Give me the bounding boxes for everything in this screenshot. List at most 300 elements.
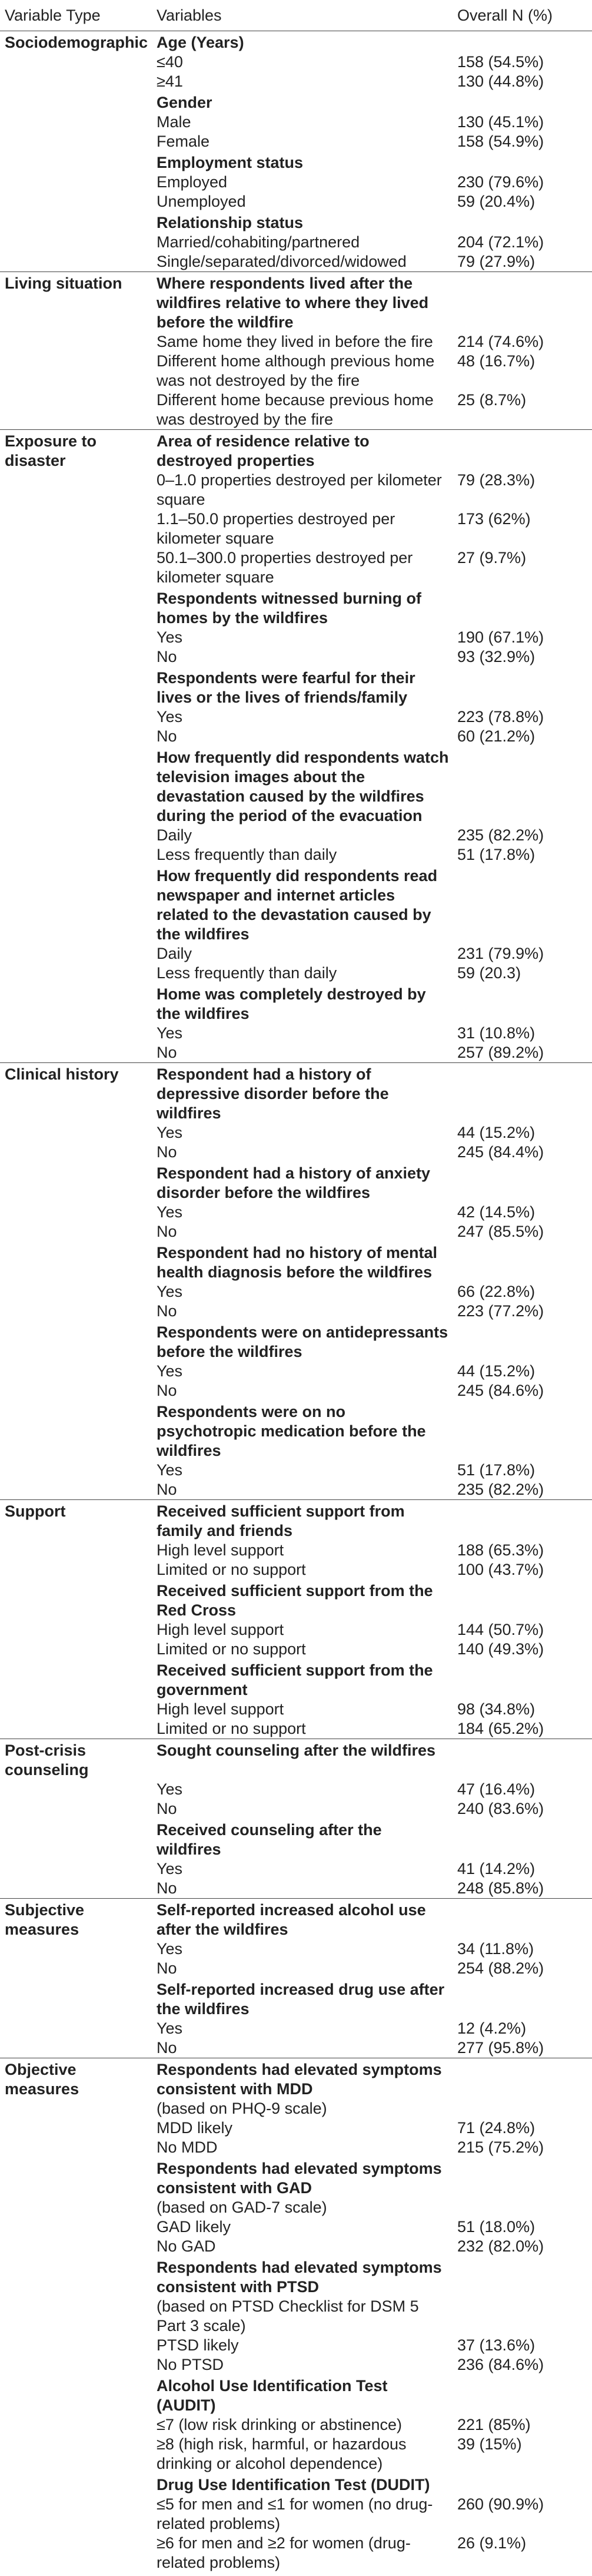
variable-heading-row: [0, 91, 592, 112]
variable-heading: Respondent had a history of anxiety disorder before the wildfires: [157, 1164, 431, 1202]
response-category: 50.1–300.0 properties destroyed per kilometer square: [157, 549, 413, 587]
count-percent: 204 (72.1%): [457, 233, 544, 251]
empty-cell: [453, 865, 592, 944]
table-row: [0, 1560, 592, 1580]
empty-cell: [0, 72, 152, 91]
count-percent: 98 (34.8%): [457, 1700, 536, 1719]
response-category: No: [157, 727, 177, 746]
variable-heading: Received counseling after the wildfires: [157, 1821, 382, 1859]
response-category: High level support: [157, 1541, 284, 1559]
count-percent: 140 (49.3%): [457, 1640, 544, 1658]
table-row: [0, 628, 592, 647]
header-row: [0, 0, 592, 31]
count-percent: 231 (79.9%): [457, 945, 544, 963]
variable-heading: Respondents were fearful for their lives or the lives of friends/family: [157, 669, 415, 707]
scale-note: (based on PHQ-9 scale): [157, 2100, 327, 2118]
response-category: Yes: [157, 1024, 183, 1042]
empty-cell: [0, 2415, 152, 2435]
empty-cell: [453, 667, 592, 707]
table-row: [0, 1939, 592, 1959]
response-category: No: [157, 1223, 177, 1241]
response-category: Yes: [157, 1780, 183, 1799]
variable-type-label: Sociodemographic: [0, 31, 152, 53]
response-category: PTSD likely: [157, 2336, 239, 2355]
count-percent: 144 (50.7%): [457, 1621, 544, 1639]
response-category: Yes: [157, 708, 183, 726]
variable-heading: Respondents had elevated symptoms consistent with PTSD: [157, 2259, 442, 2296]
count-percent: 41 (14.2%): [457, 1860, 536, 1878]
variable-note-row: [0, 2297, 592, 2336]
empty-cell: [453, 1819, 592, 1859]
variable-heading-row: [0, 1659, 592, 1700]
count-percent: 100 (43.7%): [457, 1561, 544, 1579]
table-row: [0, 707, 592, 727]
count-percent: 223 (77.2%): [457, 1302, 544, 1320]
count-percent: 223 (78.8%): [457, 708, 544, 726]
table-row: [0, 2336, 592, 2355]
table-row: [0, 1879, 592, 1899]
empty-cell: [453, 1162, 592, 1203]
response-category: 1.1–50.0 properties destroyed per kilometer square: [157, 510, 395, 548]
response-category: Same home they lived in before the fire: [157, 333, 433, 351]
count-percent: 130 (44.8%): [457, 72, 544, 91]
empty-cell: [0, 112, 152, 132]
empty-cell: [0, 1362, 152, 1381]
response-category: Different home although previous home was not destroyed by the fire: [157, 352, 435, 390]
empty-cell: [0, 667, 152, 707]
empty-cell: [0, 2198, 152, 2217]
empty-cell: [0, 2297, 152, 2336]
empty-cell: [453, 31, 592, 53]
variable-heading: Received sufficient support from the government: [157, 1661, 433, 1699]
variable-type-label: Living situation: [0, 272, 152, 333]
table-row: [0, 2118, 592, 2138]
response-category: Single/separated/divorced/widowed: [157, 253, 407, 271]
empty-cell: [0, 1541, 152, 1560]
empty-cell: [0, 1978, 152, 2019]
table-row: [0, 233, 592, 252]
response-category: Yes: [157, 1860, 183, 1878]
empty-cell: [453, 1063, 592, 1124]
variable-heading: Drug Use Identification Test (DUDIT): [157, 2476, 430, 2494]
variable-heading: Received sufficient support from the Red Cross: [157, 1582, 433, 1620]
count-percent: 236 (84.6%): [457, 2356, 544, 2374]
empty-cell: [0, 1959, 152, 1978]
empty-cell: [453, 1241, 592, 1282]
empty-cell: [453, 430, 592, 471]
response-category: ≤40: [157, 53, 183, 71]
response-category: Limited or no support: [157, 1720, 306, 1738]
variable-heading-row: [0, 746, 592, 826]
response-category: Daily: [157, 945, 192, 963]
response-category: Yes: [157, 1124, 183, 1142]
count-percent: 44 (15.2%): [457, 1362, 536, 1380]
empty-cell: [0, 2474, 152, 2495]
empty-cell: [0, 1819, 152, 1859]
variable-heading: How frequently did respondents read newspaper and internet articles related to the devastation caused by the wildfires: [157, 867, 438, 943]
variable-note-row: [0, 2198, 592, 2217]
variable-heading: Respondents had elevated symptoms consistent with GAD: [157, 2160, 442, 2197]
table-row: [0, 1143, 592, 1162]
empty-cell: [0, 233, 152, 252]
empty-cell: [0, 1222, 152, 1241]
variable-heading: Respondents were on antidepressants before the wildfires: [157, 1323, 448, 1361]
empty-cell: [0, 2534, 152, 2576]
variable-heading-row: [0, 1321, 592, 1362]
table-row: [0, 1859, 592, 1879]
table-row: [0, 1362, 592, 1381]
variable-heading-row: [0, 667, 592, 707]
scale-note: (based on GAD-7 scale): [157, 2198, 327, 2217]
empty-cell: [0, 1162, 152, 1203]
empty-cell: [0, 390, 152, 430]
table-row: [0, 1381, 592, 1400]
response-category: Limited or no support: [157, 1561, 306, 1579]
variable-heading-row: [0, 2157, 592, 2198]
table-row: [0, 2237, 592, 2256]
variable-heading: Self-reported increased drug use after the wildfires: [157, 1981, 445, 2018]
empty-cell: [0, 2435, 152, 2474]
empty-cell: [0, 471, 152, 509]
empty-cell: [0, 352, 152, 390]
variable-heading-row: [0, 1400, 592, 1461]
response-category: No GAD: [157, 2237, 216, 2256]
empty-cell: [0, 845, 152, 865]
empty-cell: [0, 1381, 152, 1400]
empty-cell: [0, 1461, 152, 1480]
empty-cell: [453, 1321, 592, 1362]
empty-cell: [0, 1939, 152, 1959]
empty-cell: [0, 2336, 152, 2355]
count-percent: 79 (27.9%): [457, 253, 536, 271]
empty-cell: [453, 2297, 592, 2336]
response-category: GAD likely: [157, 2218, 231, 2236]
variable-heading: Relationship status: [157, 214, 304, 232]
response-category: Yes: [157, 628, 183, 647]
table-row: [0, 826, 592, 845]
empty-cell: [453, 272, 592, 333]
count-percent: 247 (85.5%): [457, 1223, 544, 1241]
variable-heading: How frequently did respondents watch television images about the devastation caused by the wildfires during the period of the evacuation: [157, 749, 449, 825]
count-percent: 39 (15%): [457, 2435, 522, 2454]
count-percent: 254 (88.2%): [457, 1959, 544, 1978]
count-percent: 93 (32.9%): [457, 648, 536, 666]
response-category: 0–1.0 properties destroyed per kilometer square: [157, 471, 442, 509]
count-percent: 71 (24.8%): [457, 2119, 536, 2137]
empty-cell: [0, 944, 152, 963]
count-percent: 190 (67.1%): [457, 628, 544, 647]
empty-cell: [0, 2375, 152, 2415]
empty-cell: [453, 1580, 592, 1620]
empty-cell: [0, 2099, 152, 2118]
count-percent: 51 (17.8%): [457, 846, 536, 864]
empty-cell: [0, 1024, 152, 1043]
empty-cell: [453, 2099, 592, 2118]
empty-cell: [0, 509, 152, 548]
table-row: [0, 471, 592, 509]
response-category: No: [157, 1382, 177, 1400]
variable-heading-row: [0, 1739, 592, 1780]
empty-cell: [453, 211, 592, 233]
empty-cell: [0, 132, 152, 151]
variable-type-label: Exposure to disaster: [0, 430, 152, 471]
empty-cell: [0, 1859, 152, 1879]
count-percent: 130 (45.1%): [457, 113, 544, 131]
response-category: Less frequently than daily: [157, 846, 337, 864]
empty-cell: [0, 252, 152, 272]
table-row: [0, 1719, 592, 1739]
variable-heading: Alcohol Use Identification Test (AUDIT): [157, 2377, 388, 2415]
table-row: [0, 1780, 592, 1799]
table-row: [0, 509, 592, 548]
empty-cell: [453, 1400, 592, 1461]
response-category: ≥41: [157, 72, 183, 91]
empty-cell: [0, 1241, 152, 1282]
variable-heading-row: [0, 1899, 592, 1940]
variable-heading: Respondent had a history of depressive disorder before the wildfires: [152, 1063, 453, 1124]
count-percent: 51 (18.0%): [457, 2218, 536, 2236]
count-percent: 44 (15.2%): [457, 1124, 536, 1142]
table-row: [0, 2217, 592, 2237]
count-percent: 66 (22.8%): [457, 1283, 536, 1301]
variable-heading-row: [0, 1063, 592, 1124]
empty-cell: [453, 2058, 592, 2100]
response-category: No PTSD: [157, 2356, 224, 2374]
empty-cell: [0, 91, 152, 112]
empty-cell: [0, 1620, 152, 1640]
variable-heading: Respondents witnessed burning of homes by the wildfires: [157, 590, 422, 627]
response-category: ≥6 for men and ≥2 for women (drug-related problems): [157, 2534, 411, 2572]
response-category: No: [157, 1959, 177, 1978]
empty-cell: [0, 2237, 152, 2256]
empty-cell: [453, 2157, 592, 2198]
response-category: No: [157, 1143, 177, 1161]
table-row: [0, 944, 592, 963]
table-row: [0, 2435, 592, 2474]
empty-cell: [0, 1143, 152, 1162]
table-row: [0, 352, 592, 390]
count-percent: 232 (82.0%): [457, 2237, 544, 2256]
count-percent: 260 (90.9%): [457, 2495, 544, 2514]
variable-type-label: Objective measures: [0, 2058, 152, 2100]
count-percent: 184 (65.2%): [457, 1720, 544, 1738]
count-percent: 31 (10.8%): [457, 1024, 536, 1042]
variable-heading: Respondents were on no psychotropic medication before the wildfires: [157, 1403, 426, 1460]
count-percent: 59 (20.4%): [457, 193, 536, 211]
variable-heading-row: [0, 430, 592, 471]
variable-heading-row: [0, 1241, 592, 1282]
count-percent: 27 (9.7%): [457, 549, 527, 567]
empty-cell: [0, 2355, 152, 2375]
count-percent: 248 (85.8%): [457, 1879, 544, 1898]
count-percent: 173 (62%): [457, 510, 531, 528]
empty-cell: [0, 211, 152, 233]
empty-cell: [453, 1739, 592, 1780]
empty-cell: [0, 1043, 152, 1063]
variable-heading-row: [0, 1580, 592, 1620]
response-category: High level support: [157, 1700, 284, 1719]
empty-cell: [0, 2019, 152, 2038]
empty-cell: [453, 587, 592, 628]
empty-cell: [0, 2157, 152, 2198]
table-row: [0, 2355, 592, 2375]
variable-heading-row: [0, 151, 592, 173]
empty-cell: [453, 746, 592, 826]
count-percent: 277 (95.8%): [457, 2039, 544, 2057]
count-percent: 235 (82.2%): [457, 826, 544, 845]
table-row: [0, 52, 592, 72]
count-percent: 235 (82.2%): [457, 1481, 544, 1499]
empty-cell: [0, 173, 152, 192]
variable-heading-row: [0, 865, 592, 944]
variable-heading-row: [0, 272, 592, 333]
table-row: [0, 2019, 592, 2038]
response-category: No: [157, 1044, 177, 1062]
empty-cell: [0, 1480, 152, 1500]
table-body: [0, 31, 592, 2576]
response-category: No: [157, 2039, 177, 2057]
count-percent: 51 (17.8%): [457, 1461, 536, 1479]
count-percent: 12 (4.2%): [457, 2019, 527, 2038]
response-category: MDD likely: [157, 2119, 233, 2137]
variable-heading: Sought counseling after the wildfires: [152, 1739, 453, 1780]
empty-cell: [0, 2118, 152, 2138]
empty-cell: [0, 2038, 152, 2058]
table-row: [0, 1620, 592, 1640]
response-category: Yes: [157, 2019, 183, 2038]
variable-heading: Gender: [157, 94, 212, 112]
table-row: [0, 2138, 592, 2157]
table-row: [0, 72, 592, 91]
response-category: ≤7 (low risk drinking or abstinence): [157, 2416, 402, 2434]
count-percent: 221 (85%): [457, 2416, 531, 2434]
response-category: Yes: [157, 1362, 183, 1380]
empty-cell: [0, 1659, 152, 1700]
count-percent: 42 (14.5%): [457, 1203, 536, 1221]
variable-heading: Employment status: [157, 154, 304, 172]
response-category: No: [157, 1800, 177, 1818]
empty-cell: [0, 1282, 152, 1302]
response-category: Female: [157, 133, 210, 151]
variable-heading-row: [0, 1819, 592, 1859]
variable-heading: Home was completely destroyed by the wildfires: [157, 985, 426, 1023]
variable-heading: Where respondents lived after the wildfires relative to where they lived before the wildfire: [152, 272, 453, 333]
empty-cell: [453, 983, 592, 1024]
table-row: [0, 1222, 592, 1241]
empty-cell: [0, 1321, 152, 1362]
count-percent: 60 (21.2%): [457, 727, 536, 746]
variable-heading: Age (Years): [152, 31, 453, 53]
response-category: Less frequently than daily: [157, 964, 337, 982]
count-percent: 188 (65.3%): [457, 1541, 544, 1559]
response-category: No: [157, 1302, 177, 1320]
table-row: [0, 963, 592, 983]
response-category: ≤5 for men and ≤1 for women (no drug-related problems): [157, 2495, 433, 2533]
empty-cell: [453, 2375, 592, 2415]
table-row: [0, 2495, 592, 2534]
response-category: Yes: [157, 1461, 183, 1479]
response-category: ≥8 (high risk, harmful, or hazardous drinking or alcohol dependence): [157, 2435, 407, 2473]
empty-cell: [0, 647, 152, 667]
empty-cell: [0, 1879, 152, 1899]
empty-cell: [0, 727, 152, 746]
empty-cell: [0, 2256, 152, 2297]
table-row: [0, 2534, 592, 2576]
variable-heading-row: [0, 1978, 592, 2019]
count-percent: 25 (8.7%): [457, 391, 527, 409]
response-category: Daily: [157, 826, 192, 845]
variable-heading-row: [0, 2058, 592, 2100]
variable-heading: Respondent had no history of mental health diagnosis before the wildfires: [157, 1244, 438, 1282]
variable-heading-row: [0, 1500, 592, 1541]
variable-heading-row: [0, 2256, 592, 2297]
empty-cell: [0, 2495, 152, 2534]
variable-heading: Respondents had elevated symptoms consistent with MDD: [152, 2058, 453, 2100]
count-percent: 26 (9.1%): [457, 2534, 527, 2552]
empty-cell: [453, 2198, 592, 2217]
table-row: [0, 1799, 592, 1819]
empty-cell: [0, 1123, 152, 1143]
empty-cell: [0, 826, 152, 845]
table-row: [0, 390, 592, 430]
variable-type-label: Post-crisis counseling: [0, 1739, 152, 1780]
empty-cell: [0, 1560, 152, 1580]
empty-cell: [453, 1500, 592, 1541]
empty-cell: [0, 1640, 152, 1659]
table-row: [0, 173, 592, 192]
count-percent: 245 (84.4%): [457, 1143, 544, 1161]
count-percent: 158 (54.5%): [457, 53, 544, 71]
table-row: [0, 1302, 592, 1321]
empty-cell: [0, 151, 152, 173]
response-category: Yes: [157, 1940, 183, 1958]
empty-cell: [453, 2256, 592, 2297]
empty-cell: [0, 1400, 152, 1461]
empty-cell: [0, 865, 152, 944]
table-row: [0, 727, 592, 746]
empty-cell: [0, 1700, 152, 1719]
empty-cell: [453, 91, 592, 112]
response-category: Limited or no support: [157, 1640, 306, 1658]
table-row: [0, 192, 592, 211]
response-category: No: [157, 1481, 177, 1499]
empty-cell: [0, 1302, 152, 1321]
table-row: [0, 1700, 592, 1719]
response-category: No: [157, 648, 177, 666]
empty-cell: [0, 2138, 152, 2157]
empty-cell: [0, 707, 152, 727]
table-row: [0, 1959, 592, 1978]
response-category: High level support: [157, 1621, 284, 1639]
header-variable-type: Variable Type: [0, 0, 152, 31]
empty-cell: [453, 1899, 592, 1940]
variable-type-label: Subjective measures: [0, 1899, 152, 1940]
empty-cell: [0, 963, 152, 983]
response-category: No: [157, 1879, 177, 1898]
count-percent: 59 (20.3): [457, 964, 521, 982]
count-percent: 37 (13.6%): [457, 2336, 536, 2355]
empty-cell: [0, 52, 152, 72]
count-percent: 230 (79.6%): [457, 173, 544, 191]
empty-cell: [0, 1203, 152, 1222]
response-category: Unemployed: [157, 193, 246, 211]
variable-heading-row: [0, 211, 592, 233]
empty-cell: [453, 151, 592, 173]
empty-cell: [0, 1780, 152, 1799]
header-overall-n: Overall N (%): [453, 0, 592, 31]
table-row: [0, 845, 592, 865]
header-variables: Variables: [152, 0, 453, 31]
